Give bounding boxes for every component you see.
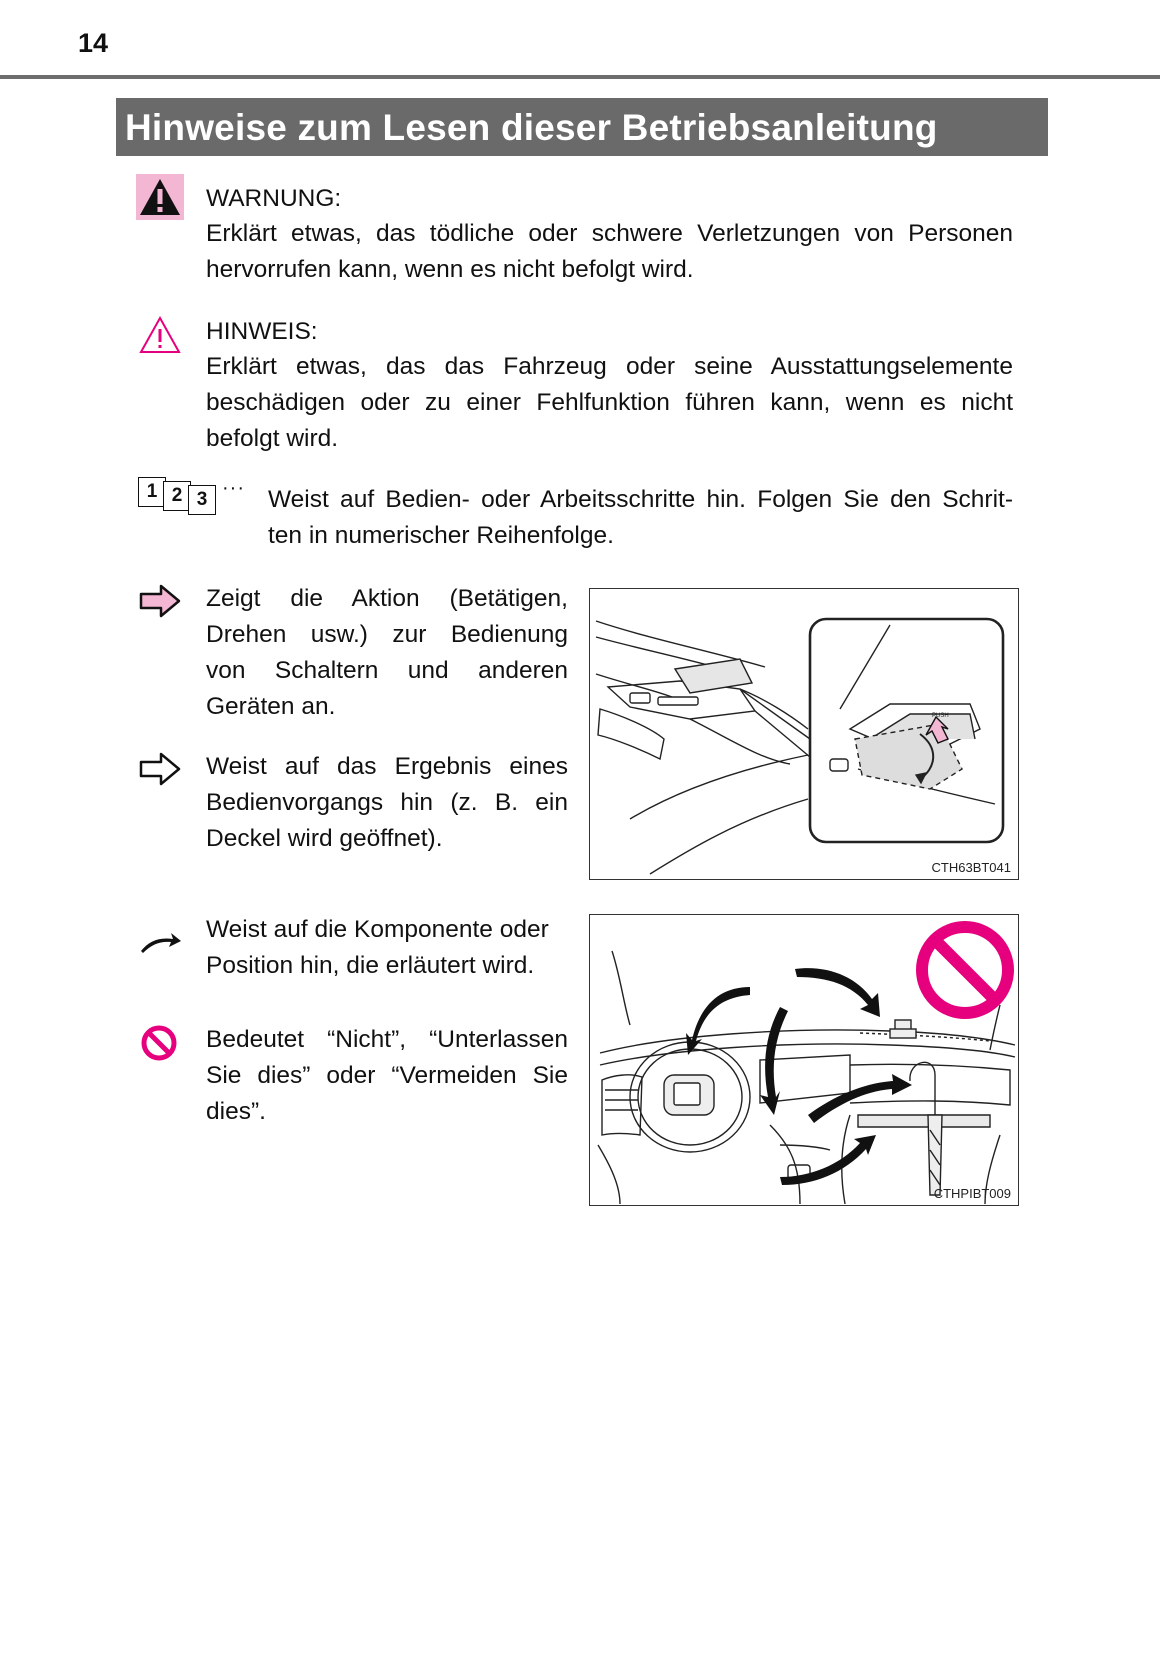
action-line: Drehen usw.) zur Bedienung (206, 621, 568, 648)
page-title: Hinweise zum Lesen dieser Betriebsanleitung (125, 107, 938, 148)
warning-label: WARNUNG: (206, 185, 342, 212)
component-arrow-icon (139, 929, 183, 957)
result-line: Deckel wird geöffnet). (206, 825, 443, 852)
action-line: von Schaltern und anderen (206, 657, 568, 684)
step-number-box: 3 (188, 485, 216, 515)
overhead-console-illustration (590, 589, 1017, 878)
prohibit-text (206, 1022, 568, 1130)
action-line: Geräten an. (206, 693, 336, 720)
steps-line: ten in numerischer Reihenfolge. (268, 522, 614, 549)
action-text (206, 581, 568, 725)
title-bar (116, 98, 1048, 156)
component-line: Position hin, die erläutert wird. (206, 952, 535, 979)
steps-ellipsis: ··· (222, 477, 245, 499)
figure-overhead-console (589, 588, 1019, 880)
notice-line: befolgt wird. (206, 425, 339, 452)
result-text (206, 749, 568, 857)
prohibit-line: Bedeutet “Nicht”, “Unterlassen (206, 1026, 568, 1053)
notice-text (206, 349, 1013, 457)
figure-code: CTH63BT041 (931, 860, 1011, 875)
prohibit-line: Sie dies” oder “Vermeiden Sie (206, 1062, 568, 1089)
steps-line: Weist auf Bedien- oder Arbeitsschritte hin. Folgen Sie den Schrit- (268, 486, 1013, 513)
warning-line: hervorrufen kann, wenn es nicht befolgt wird. (206, 256, 694, 283)
notice-line: Erklärt etwas, das das Fahrzeug oder seine Ausstattungselemente (206, 353, 1013, 380)
cockpit-illustration (590, 915, 1017, 1204)
result-line: Bedienvorgangs hin (z. B. ein (206, 789, 568, 816)
result-arrow-icon (139, 752, 181, 786)
notice-triangle-icon (138, 315, 182, 355)
figure-code: CTHPIBT009 (933, 1186, 1011, 1201)
action-arrow-icon (139, 584, 181, 618)
component-text (206, 912, 568, 984)
warning-text (206, 216, 1013, 288)
figure-cockpit (589, 914, 1019, 1206)
notice-line: beschädigen oder zu einer Fehlfunktion führen kann, wenn es nicht (206, 389, 1013, 416)
prohibit-line: dies”. (206, 1098, 266, 1125)
page-number: 14 (78, 28, 109, 58)
prohibition-icon (139, 1023, 179, 1063)
action-line: Zeigt die Aktion (Betätigen, (206, 585, 568, 612)
header-rule (0, 75, 1160, 79)
step-number-box: 2 (163, 481, 191, 511)
result-line: Weist auf das Ergebnis eines (206, 753, 568, 780)
step-number-box: 1 (138, 477, 166, 507)
warning-triangle-icon (136, 174, 184, 220)
warning-line: Erklärt etwas, das tödliche oder schwere Verletzungen von Personen (206, 220, 1013, 247)
steps-text (268, 482, 1013, 554)
component-line: Weist auf die Komponente oder (206, 916, 549, 943)
push-label: PUSH (932, 713, 949, 719)
notice-label: HINWEIS: (206, 318, 318, 345)
steps-icon (138, 477, 258, 517)
